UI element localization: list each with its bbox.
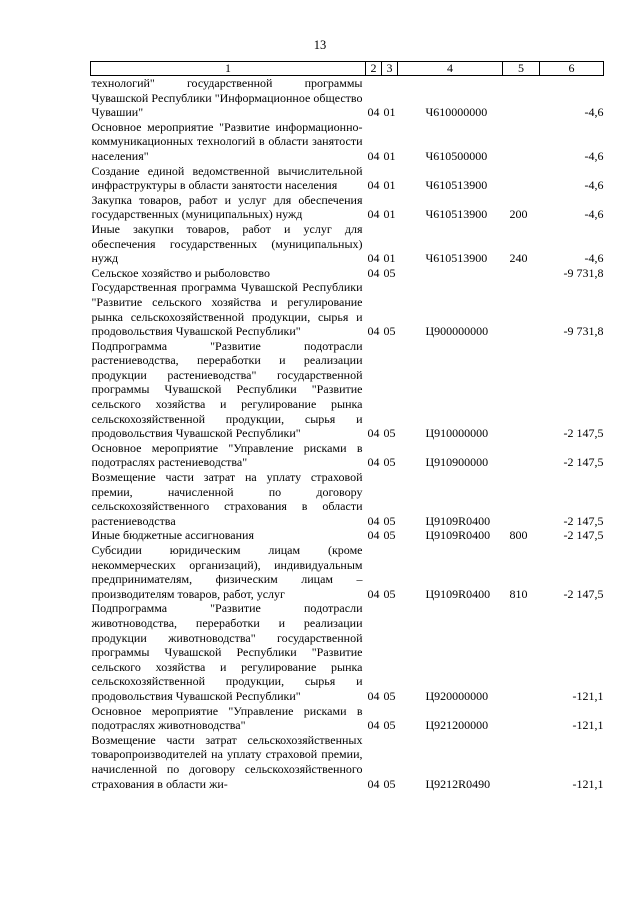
row-description: Иные закупки товаров, работ и услуг для обеспечения государственных (муниципальных) нужд: [91, 221, 363, 266]
column-header-3: 3: [382, 62, 398, 76]
column-header-5: 5: [503, 62, 540, 76]
row-expense-type: 810: [509, 586, 528, 601]
row-section: 04: [367, 324, 380, 339]
row-description: технологий" государственной программы Чувашской Республики "Информационное общество Чувашии": [91, 76, 363, 120]
row-section: 04: [367, 688, 380, 703]
table-row: [91, 280, 604, 338]
row-description: Возмещение части затрат сельскохозяйственных товаропроизводителей на уплату страховой премии, начисленной по договору сельскохозяйственного страхования в области жи-: [91, 732, 363, 791]
row-section: 04: [367, 148, 380, 163]
column-header-4: 4: [398, 62, 503, 76]
row-subsection: 05: [383, 528, 396, 543]
row-expense-type: [503, 280, 540, 338]
row-target-article: Ц910900000: [425, 455, 489, 470]
row-section: 04: [367, 586, 380, 601]
row-expense-type: [503, 339, 540, 441]
row-subsection: 05: [383, 688, 396, 703]
row-section: 04: [367, 265, 380, 280]
row-subsection: 05: [383, 426, 396, 441]
row-amount: -2 147,5: [563, 455, 604, 470]
row-amount: -2 147,5: [563, 426, 604, 441]
row-description: Основное мероприятие "Развитие информационно-коммуникационных технологий в области занятости населения": [91, 119, 363, 163]
column-header-1: 1: [91, 62, 366, 76]
row-expense-type: [503, 704, 540, 733]
row-target-article: Ч610513900: [425, 178, 488, 193]
table-row: [91, 704, 604, 733]
row-expense-type: 200: [509, 207, 528, 222]
row-subsection: 05: [383, 513, 396, 528]
column-header-6: 6: [540, 62, 604, 76]
table-row: [91, 441, 604, 470]
table-row: [91, 470, 604, 528]
row-section: 04: [367, 528, 380, 543]
row-subsection: 01: [383, 251, 396, 266]
row-amount: -2 147,5: [563, 513, 604, 528]
row-subsection: 05: [383, 265, 396, 280]
row-expense-type: [503, 266, 540, 281]
budget-table: [90, 61, 604, 791]
row-expense-type: [503, 76, 540, 120]
row-section: 04: [367, 455, 380, 470]
row-amount: -121,1: [572, 688, 604, 703]
row-subsection: 05: [383, 586, 396, 601]
row-amount: -9 731,8: [563, 265, 604, 280]
row-expense-type: [503, 441, 540, 470]
row-description: Основное мероприятие "Управление рисками в подотраслях животноводства": [91, 703, 363, 733]
row-expense-type: [503, 733, 540, 791]
row-target-article: Ч610513900: [425, 251, 488, 266]
row-description: Подпрограмма "Развитие подотрасли растениеводства, переработки и реализации продукции растениеводства" государственной программы Чувашской Республики "Развитие сельского хозяйства и регулирование рынка сельскохозяйственной продукции, сырья и продовольствия Чувашской Республики": [91, 338, 363, 441]
row-target-article: Ч610500000: [425, 148, 488, 163]
row-amount: -4,6: [584, 178, 604, 193]
row-target-article: [398, 266, 503, 281]
row-amount: -4,6: [584, 148, 604, 163]
row-expense-type: [503, 164, 540, 193]
row-target-article: Ц9212R0490: [425, 776, 491, 791]
row-target-article: Ц910000000: [425, 426, 489, 441]
row-subsection: 05: [383, 776, 396, 791]
row-subsection: 01: [383, 178, 396, 193]
row-subsection: 05: [383, 718, 396, 733]
row-description: Создание единой ведомственной вычислительной инфраструктуры в области занятости населения: [91, 163, 363, 193]
table-row: [91, 266, 604, 281]
row-target-article: Ч610000000: [425, 105, 488, 120]
row-target-article: Ч610513900: [425, 207, 488, 222]
row-description: Субсидии юридическим лицам (кроме некоммерческих организаций), индивидуальным предпринимателям, физическим лицам – производителям товаров, работ, услуг: [91, 543, 363, 601]
table-row: [91, 733, 604, 791]
row-subsection: 01: [383, 148, 396, 163]
row-amount: -121,1: [572, 718, 604, 733]
row-amount: -4,6: [584, 105, 604, 120]
row-subsection: 05: [383, 324, 396, 339]
column-header-2: 2: [366, 62, 382, 76]
table-row: [91, 543, 604, 601]
row-amount: -4,6: [584, 251, 604, 266]
row-expense-type: [503, 470, 540, 528]
row-amount: -2 147,5: [563, 528, 604, 543]
row-section: 04: [367, 513, 380, 528]
row-subsection: 05: [383, 455, 396, 470]
row-description: Основное мероприятие "Управление рисками в подотраслях растениеводства": [91, 440, 363, 470]
header-row: [91, 62, 604, 76]
row-section: 04: [367, 178, 380, 193]
table-row: [91, 601, 604, 703]
row-section: 04: [367, 207, 380, 222]
row-description: Закупка товаров, работ и услуг для обеспечения государственных (муниципальных) нужд: [91, 192, 363, 222]
table-header: [91, 62, 604, 76]
table-row: [91, 339, 604, 441]
row-section: 04: [367, 718, 380, 733]
row-amount: -121,1: [572, 776, 604, 791]
table-row: [91, 193, 604, 222]
table-row: [91, 222, 604, 266]
row-target-article: Ц9109R0400: [425, 586, 491, 601]
row-target-article: Ц921200000: [425, 718, 489, 733]
row-description: Государственная программа Чувашской Республики "Развитие сельского хозяйства и регулирование рынка сельскохозяйственной продукции, сырья и продовольствия Чувашской Республики": [91, 280, 363, 339]
page-number: 13: [313, 38, 327, 52]
row-description: Подпрограмма "Развитие подотрасли животноводства, переработки и реализации продукции животноводства" государственной программы Чувашской Республики "Развитие сельского хозяйства и регулирование рынка сельскохозяйственной продукции, сырья и продовольствия Чувашской Республики": [91, 601, 363, 703]
row-section: 04: [367, 105, 380, 120]
row-amount: -4,6: [584, 207, 604, 222]
table-row: [91, 76, 604, 120]
row-section: 04: [367, 776, 380, 791]
table-row: [91, 528, 604, 543]
row-expense-type: 240: [509, 251, 528, 266]
row-target-article: Ц9109R0400: [425, 513, 491, 528]
row-amount: -9 731,8: [563, 324, 604, 339]
row-subsection: 01: [383, 105, 396, 120]
table-row: [91, 120, 604, 164]
row-section: 04: [367, 426, 380, 441]
row-target-article: Ц900000000: [425, 324, 489, 339]
row-description: Возмещение части затрат на уплату страховой премии, начисленной по договору сельскохозяйственного страхования в области растениеводства: [91, 470, 363, 528]
row-description: Сельское хозяйство и рыболовство: [91, 265, 271, 280]
row-expense-type: [503, 120, 540, 164]
row-expense-type: 800: [509, 528, 528, 543]
table-body: [91, 76, 604, 792]
row-target-article: Ц9109R0400: [425, 528, 491, 543]
table-row: [91, 164, 604, 193]
row-subsection: 01: [383, 207, 396, 222]
row-amount: -2 147,5: [563, 586, 604, 601]
row-expense-type: [503, 601, 540, 703]
row-target-article: Ц920000000: [425, 688, 489, 703]
row-section: 04: [367, 251, 380, 266]
row-description: Иные бюджетные ассигнования: [91, 528, 254, 543]
